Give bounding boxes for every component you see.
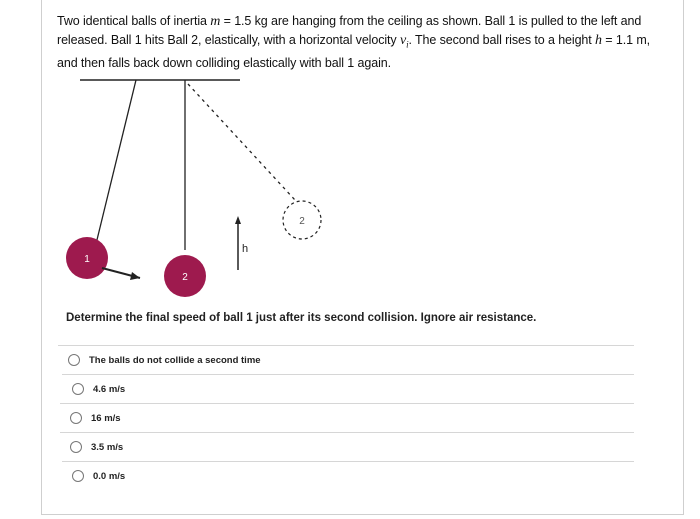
radio-button-icon[interactable] [72, 470, 84, 482]
radio-button-icon[interactable] [70, 441, 82, 453]
mass-symbol: m [210, 14, 221, 29]
problem-text-1: Two identical balls of inertia [57, 14, 211, 28]
radio-button-icon[interactable] [72, 383, 84, 395]
problem-statement [57, 12, 657, 72]
option-3-5-ms[interactable] [60, 432, 634, 461]
problem-text-3: . The second ball rises to a height [408, 33, 596, 47]
ball1-string [95, 80, 136, 248]
option-label: 4.6 m/s [93, 383, 126, 395]
option-16-ms[interactable] [60, 403, 634, 432]
height-label: h [242, 243, 249, 255]
option-label: 3.5 m/s [91, 441, 124, 453]
option-no-second-collision[interactable] [58, 345, 634, 374]
radio-button-icon[interactable] [68, 354, 80, 366]
ball-2-label: 2 [182, 272, 188, 283]
height-symbol: h [595, 33, 602, 48]
ball-2-raised-label: 2 [299, 216, 305, 227]
question-text: Determine the final speed of ball 1 just after its second collision. Ignore air resistance. [66, 312, 537, 324]
option-0-0-ms[interactable] [62, 461, 634, 490]
ball-1-label: 1 [84, 254, 90, 265]
height-arrowhead [235, 216, 241, 224]
velocity-subscript: i [406, 39, 409, 50]
option-label: 16 m/s [91, 412, 121, 424]
problem-text-4: = 1.1 m, and then falls back down colliding elastically with ball 1 again. [57, 33, 651, 70]
problem-text-2: = 1.5 kg are hanging from the ceiling as shown. Ball 1 is pulled to the left and released. Ball 1 hits Ball 2, elastically, with a horizontal velocity [57, 14, 642, 47]
velocity-symbol: v [399, 33, 407, 48]
answer-options [62, 345, 634, 490]
option-label: 0.0 m/s [93, 470, 126, 482]
radio-button-icon[interactable] [70, 412, 82, 424]
option-label: The balls do not collide a second time [89, 354, 261, 366]
pendulum-diagram [60, 70, 360, 310]
option-4-6-ms[interactable] [62, 374, 634, 403]
velocity-arrowhead [130, 272, 140, 280]
raised-string [188, 84, 295, 200]
